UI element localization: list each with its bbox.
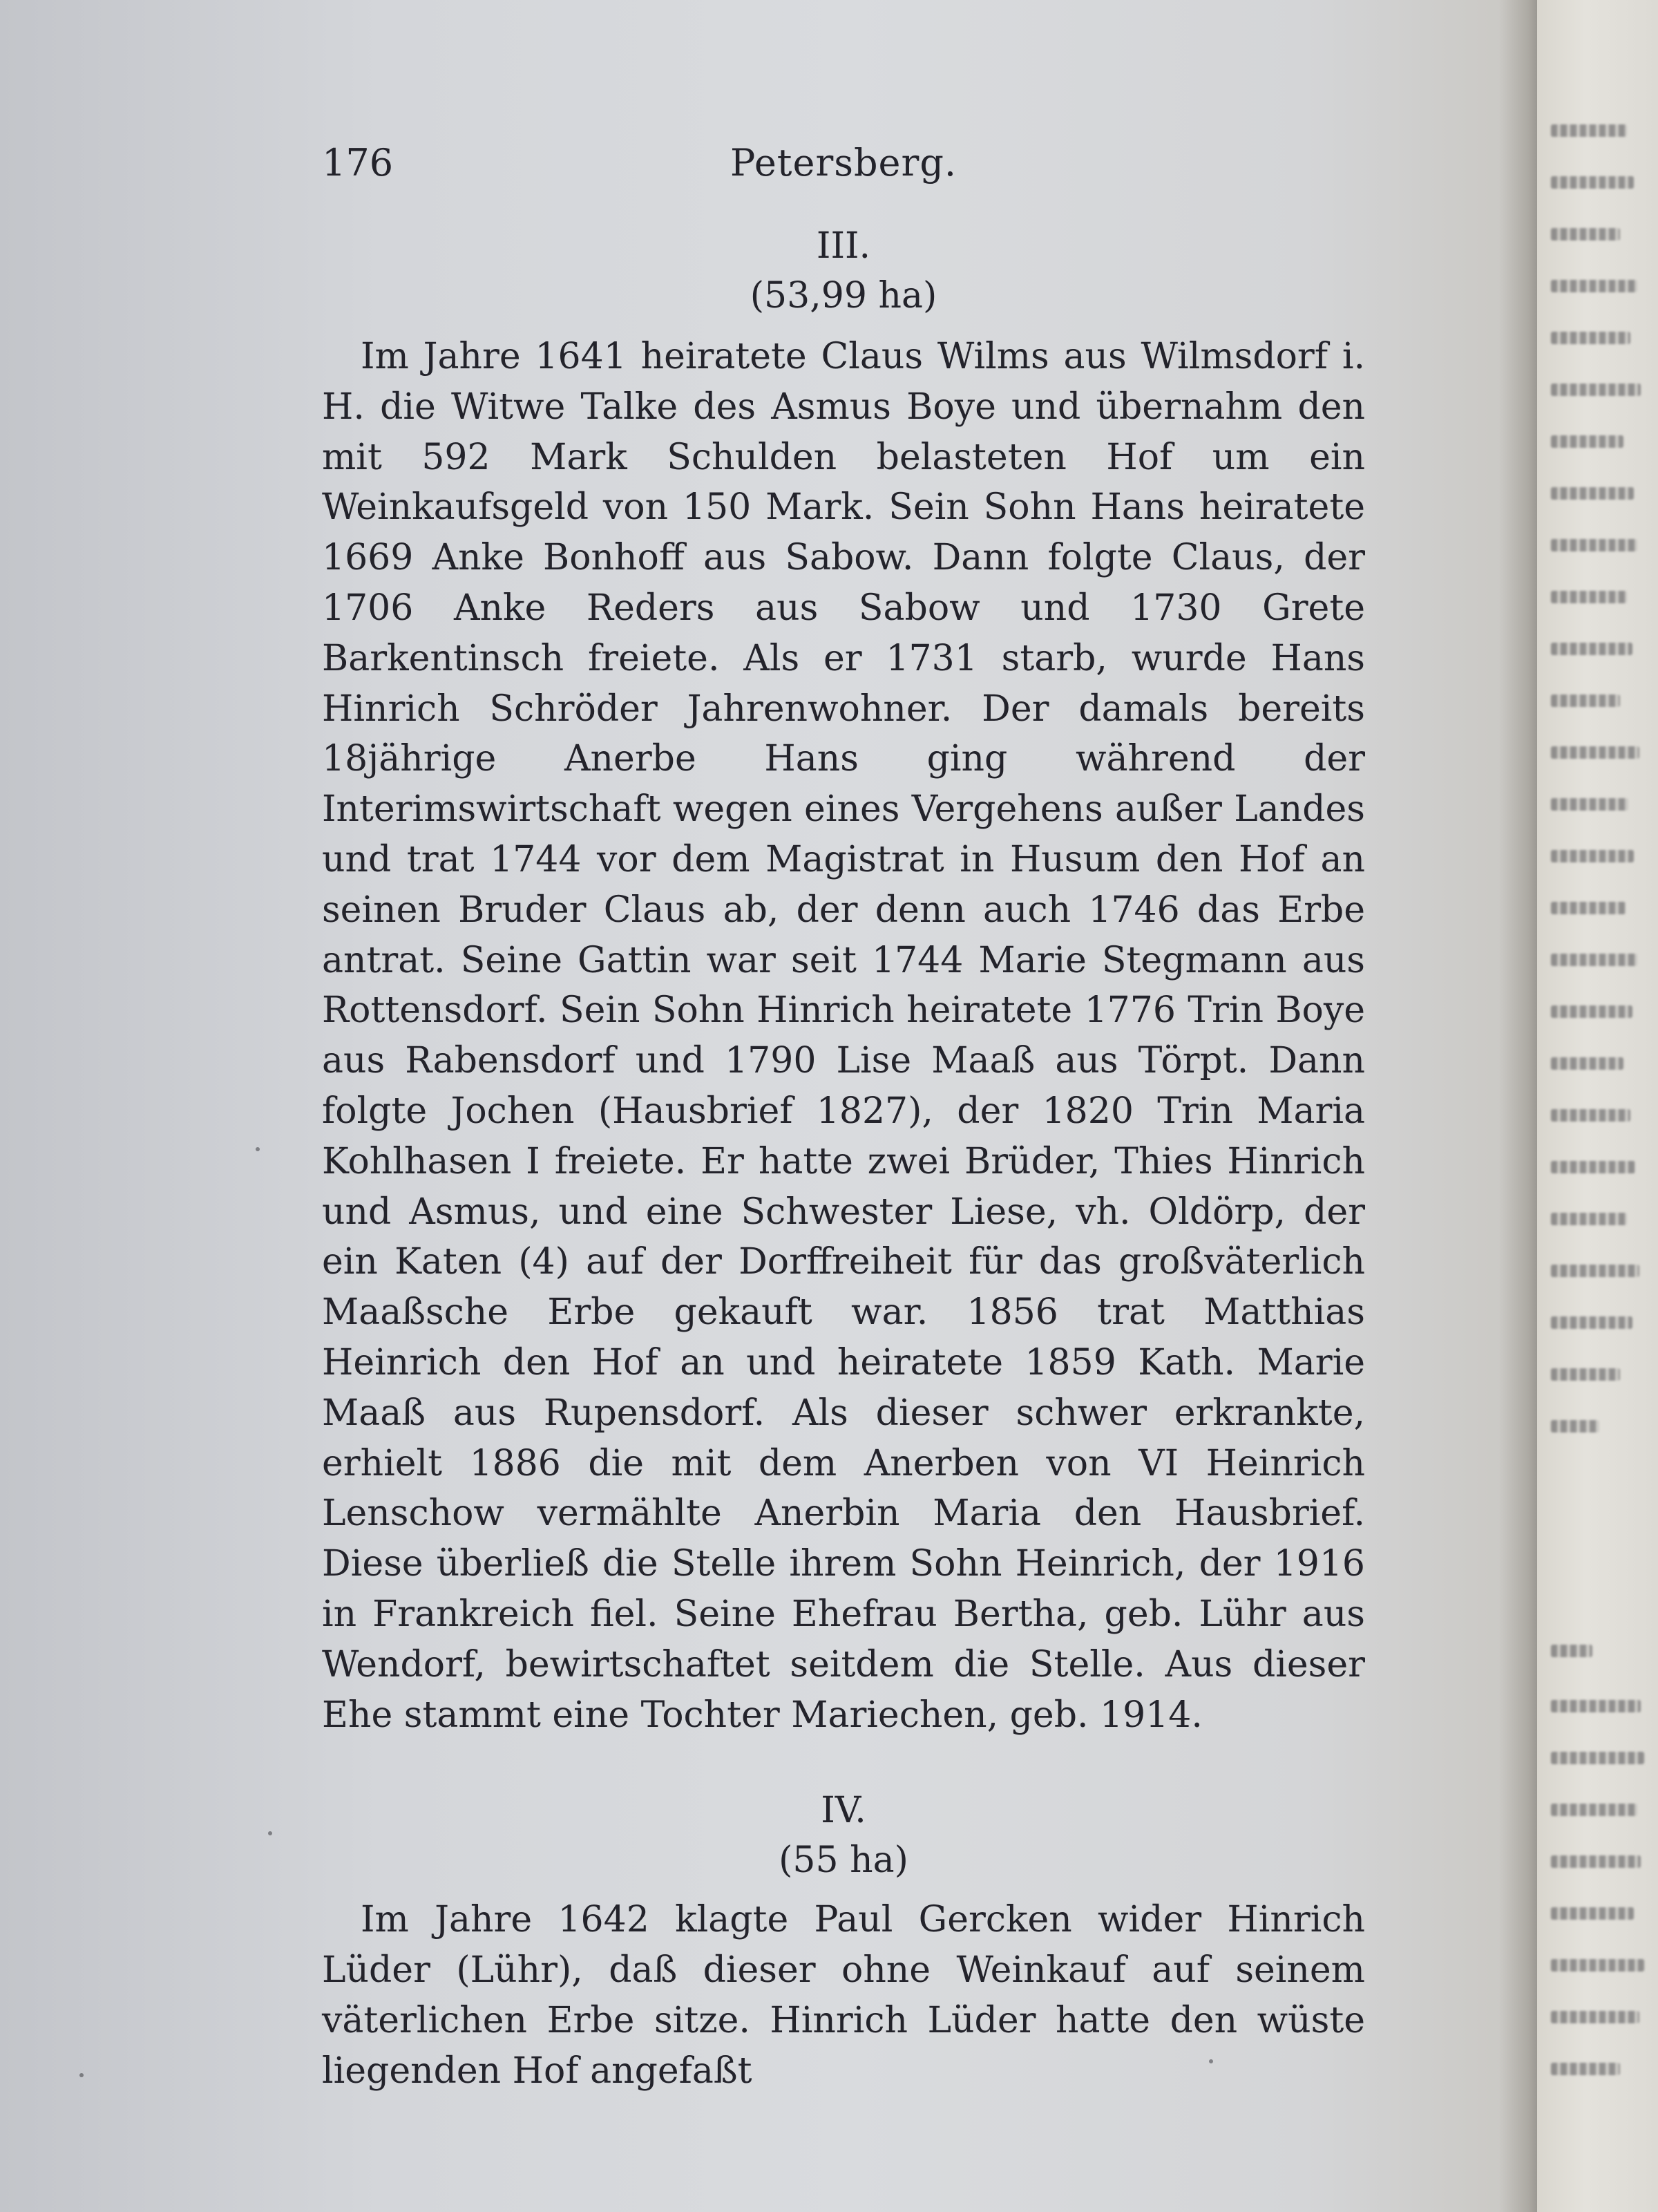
bleed-through-line bbox=[1551, 1161, 1635, 1173]
section-area: (53,99 ha) bbox=[750, 275, 937, 316]
bleed-through-line bbox=[1551, 1005, 1632, 1018]
bleed-through-line bbox=[1551, 1855, 1641, 1868]
bleed-through-line bbox=[1551, 1213, 1627, 1225]
bleed-through-line bbox=[1551, 435, 1623, 448]
bleed-through-line bbox=[1551, 1700, 1641, 1712]
bleed-through-line bbox=[1551, 228, 1620, 240]
section-paragraph: Im Jahre 1642 klagte Paul Gercken wider Hinrich Lüder (Lühr), daß dieser ohne Weinkauf auf seinem väterlichen Erbe sitze. Hinrich Lüder hatte den wüste liegenden Hof angefaßt bbox=[322, 1899, 1365, 2092]
bleed-through-line bbox=[1551, 591, 1627, 603]
bleed-through-line bbox=[1551, 1368, 1620, 1381]
running-title: Petersberg. bbox=[730, 141, 957, 185]
bleed-through-line bbox=[1551, 1804, 1637, 1816]
bleed-through-line bbox=[1551, 1109, 1630, 1122]
bleed-through-line bbox=[1551, 1420, 1599, 1433]
bleed-through-line bbox=[1551, 798, 1628, 811]
bleed-through-line bbox=[1551, 384, 1641, 396]
bleed-through-line bbox=[1551, 850, 1634, 862]
bleed-through-line bbox=[1551, 1645, 1592, 1657]
bleed-through-line bbox=[1551, 332, 1630, 344]
page-text-block bbox=[322, 131, 1365, 2097]
bleed-through-line bbox=[1551, 694, 1620, 707]
section-numeral: III. bbox=[816, 225, 871, 267]
bleed-through-line bbox=[1551, 539, 1637, 551]
bleed-through-line bbox=[1551, 902, 1626, 914]
paper-speck bbox=[268, 1831, 272, 1835]
running-head bbox=[322, 131, 1365, 193]
paper-speck bbox=[256, 1147, 260, 1151]
bleed-through-line bbox=[1551, 746, 1639, 759]
bleed-through-line bbox=[1551, 1265, 1639, 1277]
bleed-through-line bbox=[1551, 176, 1634, 189]
bleed-through-line bbox=[1551, 280, 1637, 292]
bleed-through-line bbox=[1551, 2011, 1639, 2023]
bleed-through-line bbox=[1551, 954, 1637, 966]
paper-speck bbox=[79, 2073, 84, 2077]
bleed-through-line bbox=[1551, 1316, 1632, 1329]
bleed-through-line bbox=[1551, 1752, 1644, 1764]
bleed-through-line bbox=[1551, 487, 1634, 500]
bleed-through-line bbox=[1551, 1959, 1644, 1972]
bleed-through-line bbox=[1551, 2063, 1620, 2075]
bleed-through-line bbox=[1551, 1057, 1623, 1070]
section-area: (55 ha) bbox=[779, 1840, 908, 1882]
bleed-through-line bbox=[1551, 643, 1632, 655]
page-number: 176 bbox=[322, 141, 394, 185]
adjacent-page-edge bbox=[1537, 0, 1658, 2212]
bleed-through-line bbox=[1551, 124, 1627, 137]
section-paragraph: Im Jahre 1641 heiratete Claus Wilms aus Wilmsdorf i. H. die Witwe Talke des Asmus Boye und übernahm den mit 592 Mark Schulden belasteten Hof um ein Weinkaufsgeld von 150 Mark. Sein Sohn Hans heiratete 1669 Anke Bonhoff aus Sabow. Dann folgte Claus, der 1706 Anke Reders aus Sabow und 1730 Grete Barkentinsch freiete. Als er 1731 starb, wurde Hans Hinrich Schröder Jahrenwohner. Der damals bereits 18jährige Anerbe Hans ging während der Interimswirtschaft wegen eines Vergehens außer Landes und trat 1744 vor dem Magistrat in Husum den Hof an seinen Bruder Claus ab, der denn auch 1746 das Erbe antrat. Seine Gattin war seit 1744 Marie Stegmann aus Rottensdorf. Sein Sohn Hinrich heiratete 1776 Trin Boye aus Rabensdorf und 1790 Lise Maaß aus Törpt. Dann folgte Jochen (Hausbrief 1827), der 1820 Trin Maria Kohlhasen I freiete. Er hatte zwei Brüder, Thies Hinrich und Asmus, und eine Schwester Liese, vh. Oldörp, der ein Katen (4) auf der Dorffreiheit für das großväterlich Maaßsche Erbe gekauft war. 1856 trat Matthias Heinrich den Hof an und heiratete 1859 Kath. Marie Maaß aus Rupensdorf. Als dieser schwer erkrankte, erhielt 1886 die mit dem Anerben von VI Heinrich Lenschow vermählte Anerbin Maria den Hausbrief. Diese überließ die Stelle ihrem Sohn Heinrich, der 1916 in Frankreich fiel. Seine Ehefrau Bertha, geb. Lühr aus Wendorf, bewirtschaftet seitdem die Stelle. Aus dieser Ehe stammt eine Tochter Mariechen, geb. 1914. bbox=[322, 336, 1365, 1736]
section-numeral: IV. bbox=[821, 1790, 866, 1832]
bleed-through-line bbox=[1551, 1907, 1634, 1920]
